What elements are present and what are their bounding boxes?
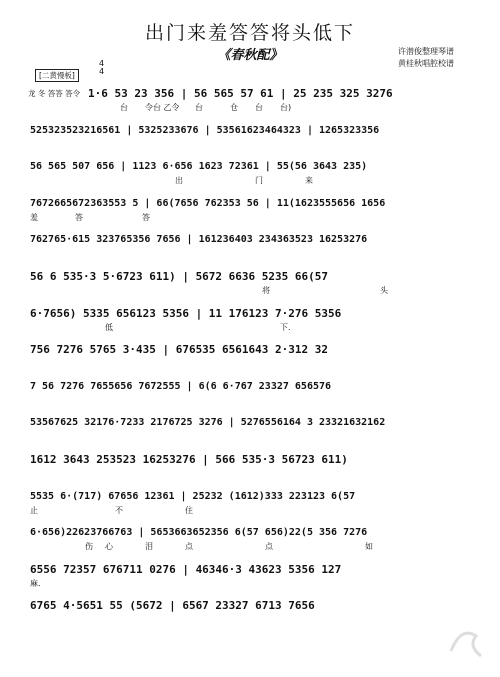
song-title: 出门来羞答答将头低下 bbox=[144, 22, 355, 44]
score-row bbox=[30, 562, 475, 590]
notation-line: 53567625 32176·7233 2176725 3276 | 5276556164 3 23321632162 bbox=[30, 417, 386, 429]
lyric-syllable: 住 bbox=[185, 505, 193, 515]
score-row bbox=[30, 196, 475, 224]
score-row bbox=[30, 342, 475, 370]
intro-percussion-label: 龙 冬 答答 答令 bbox=[28, 89, 81, 98]
lyric-syllable: 出 bbox=[175, 176, 183, 186]
lyric-syllable: 仓 bbox=[230, 103, 238, 112]
lyric-syllable: 答 bbox=[142, 212, 150, 222]
score-row bbox=[30, 232, 475, 260]
notation-line: 1·6 53 23 356 | 56 565 57 61 | 25 235 325 3276 bbox=[88, 87, 393, 100]
score-row bbox=[30, 525, 475, 553]
notation-line: 56 565 507 656 | 1123 6·656 1623 72361 | 55(56 3643 235) bbox=[30, 161, 368, 173]
notation-line: 1612 3643 253523 16253276 | 566 535·3 56723 611) bbox=[30, 453, 348, 466]
lyric-syllable: 答 bbox=[75, 212, 83, 222]
lyric-syllable: 低 bbox=[105, 322, 113, 332]
score-row bbox=[30, 159, 475, 187]
score-row bbox=[30, 86, 475, 114]
notation-line: 6·7656) 5335 656123 5356 | 11 176123 7·276 5356 bbox=[30, 306, 342, 320]
score-row bbox=[30, 123, 475, 151]
lyric-syllable: 心 bbox=[105, 542, 113, 552]
lyric-syllable: 伤 bbox=[85, 542, 93, 552]
lyric-syllable: 将 bbox=[262, 286, 270, 295]
lyric-syllable: 麻. bbox=[30, 578, 41, 588]
lyric-syllable: 止 bbox=[30, 505, 38, 515]
lyric-syllable: 台 bbox=[255, 103, 263, 112]
lyric-syllable: 台 bbox=[195, 103, 203, 112]
score-row bbox=[30, 306, 475, 334]
lyric-syllable: 羞 bbox=[30, 212, 38, 222]
credit-line-2: 黄桂秋唱腔校谱 bbox=[398, 59, 454, 68]
lyric-syllable: 头 bbox=[380, 286, 388, 295]
lyric-syllable: 泪 bbox=[145, 542, 153, 552]
notation-line: 56 6 535·3 5·6723 611) | 5672 6636 5235 66(57 bbox=[30, 270, 329, 283]
time-signature-bottom: 4 bbox=[99, 67, 105, 76]
time-signature bbox=[99, 60, 104, 76]
score-row bbox=[30, 489, 475, 517]
notation-line: 6556 72357 676711 0276 | 46346·3 43623 5356 127 bbox=[30, 562, 342, 576]
score-row bbox=[30, 598, 475, 626]
notation-line: 5535 6·(717) 67656 12361 | 25232 (1612)333 223123 6(57 bbox=[30, 490, 356, 502]
notation-line: 6·656)22623766763 | 5653663652356 6(57 656)22(5 356 7276 bbox=[30, 527, 368, 539]
score-row bbox=[30, 379, 475, 407]
credit-line-1: 许潜俊整理琴谱 bbox=[398, 47, 454, 56]
decorative-flourish bbox=[446, 621, 486, 661]
lyric-syllable: 不 bbox=[115, 505, 123, 515]
notation-line: 7672665672363553 5 | 66(7656 762353 56 | 11(1623555656 1656 bbox=[30, 197, 386, 209]
opera-subtitle: 《春秋配》 bbox=[217, 48, 283, 63]
notation-line: 6765 4·5651 55 (5672 | 6567 23327 6713 7656 bbox=[30, 599, 315, 613]
lyric-syllable: 令台 乙令 bbox=[145, 103, 180, 112]
lyric-syllable: 来 bbox=[305, 176, 313, 186]
score-row bbox=[30, 452, 475, 480]
lyric-syllable: 点 bbox=[185, 542, 193, 552]
lyric-syllable: 如 bbox=[365, 542, 373, 552]
tempo-tag: [二黄慢板] bbox=[35, 69, 79, 82]
lyric-syllable: 点 bbox=[265, 542, 273, 552]
lyric-syllable: 台 bbox=[120, 103, 128, 112]
score-row bbox=[30, 415, 475, 443]
notation-line: 7 56 7276 7655656 7672555 | 6(6 6·767 23327 656576 bbox=[30, 380, 332, 392]
lyric-syllable: 门 bbox=[255, 176, 263, 186]
lyric-syllable: 下. bbox=[280, 322, 291, 332]
notation-line: 762765·615 323765356 7656 | 161236403 234363523 16253276 bbox=[30, 234, 368, 246]
lyric-syllable: 台) bbox=[280, 103, 292, 112]
notation-line: 525323523216561 | 5325233676 | 53561623464323 | 1265323356 bbox=[30, 124, 380, 136]
score-row bbox=[30, 269, 475, 297]
notation-line: 756 7276 5765 3·435 | 676535 6561643 2·312 32 bbox=[30, 343, 329, 357]
time-signature-top: 4 bbox=[99, 59, 105, 68]
